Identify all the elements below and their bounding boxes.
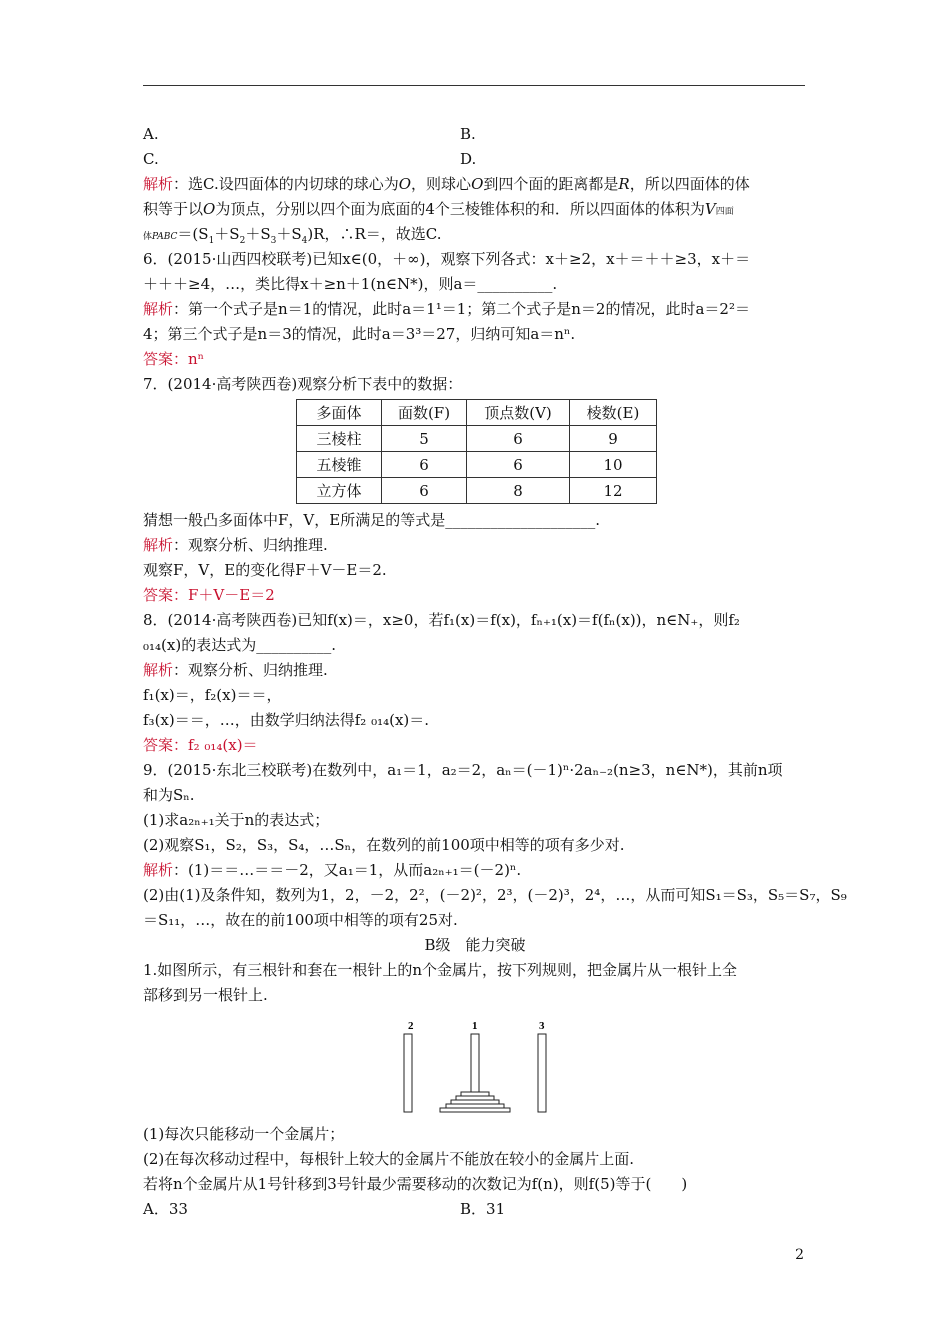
- table-cell: 立方体: [297, 478, 382, 504]
- answer-label: 答案: [143, 586, 174, 604]
- table-header-row: [297, 400, 657, 426]
- table-row: [297, 452, 657, 478]
- peg-3: [538, 1034, 546, 1112]
- q8-solution-line1: 解析：观察分析、归纳推理.: [143, 661, 328, 679]
- disk-3: [451, 1100, 499, 1104]
- q7-solution-line2: 观察F，V，E的变化得F＋V－E＝2.: [143, 561, 387, 579]
- q9-part2: (2)观察S₁，S₂，S₃，S₄，…Sₙ，在数列的前100项中相等的项有多少对.: [143, 836, 625, 854]
- q8-solution-line2: f₁(x)＝，f₂(x)＝＝，: [143, 686, 282, 704]
- table-header-cell: 顶点数(V): [467, 400, 570, 426]
- b1-rule1: (1)每次只能移动一个金属片；: [143, 1125, 345, 1143]
- q9-solution-line2: (2)由(1)及条件知，数列为1，2，－2，2²，(－2)²，2³，(－2)³，2⁴，…，从而可知S₁＝S₃，S₅＝S₇，S₉: [143, 886, 847, 904]
- q6-solution-line1: 解析：第一个式子是n＝1的情况，此时a＝1¹＝1；第二个式子是n＝2的情况，此时a＝2²＝: [143, 300, 750, 318]
- q7-solution-line1: 解析：观察分析、归纳推理.: [143, 536, 328, 554]
- header-rule: [143, 85, 805, 86]
- q6-solution-line2: 4；第三个式子是n＝3的情况，此时a＝3³＝27，归纳可知a＝nⁿ.: [143, 325, 576, 343]
- q7-line1: 7．(2014·高考陕西卷)观察分析下表中的数据：: [143, 375, 463, 393]
- hanoi-figure: [398, 1018, 558, 1118]
- table-header-cell: 面数(F): [382, 400, 467, 426]
- q6-line1: 6．(2015·山西四校联考)已知x∈(0，＋∞)，观察下列各式：x＋≥2，x＋＝＋＋≥3，x＋＝: [143, 250, 751, 268]
- table-cell: 五棱锥: [297, 452, 382, 478]
- b1-option-b: B．31: [460, 1200, 506, 1218]
- q8-line2: ₀₁₄(x)的表达式为__________.: [143, 636, 336, 654]
- b1-option-a: A．33: [143, 1200, 188, 1218]
- b1-line1: 1.如图所示，有三根针和套在一根针上的n个金属片，按下列规则，把金属片从一根针上全: [143, 961, 737, 979]
- disk-1: [461, 1092, 489, 1096]
- disk-5: [440, 1108, 510, 1112]
- section-b-title: B级 能力突破: [424, 936, 526, 954]
- q5-solution-line1: 解析：选C.设四面体的内切球的球心为O，则球心O到四个面的距离都是R，所以四面体的体: [143, 175, 750, 193]
- solution-label: 解析: [143, 300, 174, 318]
- q6-line2: ＋＋＋≥4，…，类比得x＋≥n＋1(n∈N*)，则a＝__________.: [143, 275, 558, 293]
- b1-rule2: (2)在每次移动过程中，每根针上较大的金属片不能放在较小的金属片上面.: [143, 1150, 635, 1168]
- table-cell: 10: [570, 452, 657, 478]
- q9-part1: (1)求a₂ₙ₊₁关于n的表达式；: [143, 811, 330, 829]
- q8-answer: 答案：f₂ ₀₁₄(x)＝: [143, 736, 258, 754]
- page-number: 2: [795, 1247, 804, 1263]
- solution-label: 解析: [143, 175, 174, 193]
- table-cell: 9: [570, 426, 657, 452]
- peg-2: [404, 1034, 412, 1112]
- option-d: D.: [460, 150, 477, 168]
- polyhedron-table: [296, 399, 657, 504]
- q5-solution-line3: 体$PABC=(S_1+S_2+S_3+S_4)R$，∴R＝，故选C.: [143, 225, 442, 246]
- q8-line1: 8．(2014·高考陕西卷)已知f(x)＝，x≥0，若f₁(x)＝f(x)，fₙ₊₁(x)＝f(fₙ(x))，n∈N₊，则f₂: [143, 611, 740, 629]
- disk-4: [446, 1104, 504, 1108]
- q7-answer: 答案：F＋V－E＝2: [143, 586, 275, 604]
- q9-solution-line1: 解析：(1)＝＝…＝＝－2，又a₁＝1，从而a₂ₙ₊₁＝(－2)ⁿ.: [143, 861, 522, 879]
- table-cell: 6: [467, 452, 570, 478]
- table-cell: 6: [467, 426, 570, 452]
- q9-line2: 和为Sₙ.: [143, 786, 195, 804]
- table-cell: 6: [382, 478, 467, 504]
- q5-solution-line2: 积等于以O为顶点，分别以四个面为底面的4个三棱锥体积的和．所以四面体的体积为V四面: [143, 200, 734, 218]
- table-cell: 6: [382, 452, 467, 478]
- b1-line2: 部移到另一根针上.: [143, 986, 268, 1004]
- q8-solution-line3: f₃(x)＝＝，…，由数学归纳法得f₂ ₀₁₄(x)＝.: [143, 711, 430, 729]
- solution-label: 解析: [143, 536, 174, 554]
- q9-line1: 9．(2015·东北三校联考)在数列中，a₁＝1，a₂＝2，aₙ＝(－1)ⁿ·2aₙ₋₂(n≥3，n∈N*)，其前n项: [143, 761, 783, 779]
- q6-answer: 答案：nⁿ: [143, 350, 205, 368]
- solution-label: 解析: [143, 661, 174, 679]
- table-header-cell: 多面体: [297, 400, 382, 426]
- solution-label: 解析: [143, 861, 174, 879]
- answer-label: 答案: [143, 736, 174, 754]
- peg-label-2: 2: [408, 1020, 414, 1032]
- table-cell: 12: [570, 478, 657, 504]
- table-row: [297, 426, 657, 452]
- table-cell: 5: [382, 426, 467, 452]
- q9-solution-line3: ＝S₁₁，…，故在的前100项中相等的项有25对.: [143, 911, 458, 929]
- table-header-cell: 棱数(E): [570, 400, 657, 426]
- table-cell: 三棱柱: [297, 426, 382, 452]
- q7-line2: 猜想一般凸多面体中F，V，E所满足的等式是____________________.: [143, 511, 600, 529]
- option-c: C.: [143, 150, 159, 168]
- peg-label-1: 1: [472, 1020, 478, 1032]
- option-a: A.: [143, 125, 159, 143]
- peg-1: [471, 1034, 479, 1092]
- b1-question: 若将n个金属片从1号针移到3号针最少需要移动的次数记为f(n)，则f(5)等于( ): [143, 1175, 688, 1193]
- table-cell: 8: [467, 478, 570, 504]
- peg-label-3: 3: [539, 1020, 545, 1032]
- answer-label: 答案: [143, 350, 174, 368]
- table-row: [297, 478, 657, 504]
- disk-2: [456, 1096, 494, 1100]
- option-b: B.: [460, 125, 476, 143]
